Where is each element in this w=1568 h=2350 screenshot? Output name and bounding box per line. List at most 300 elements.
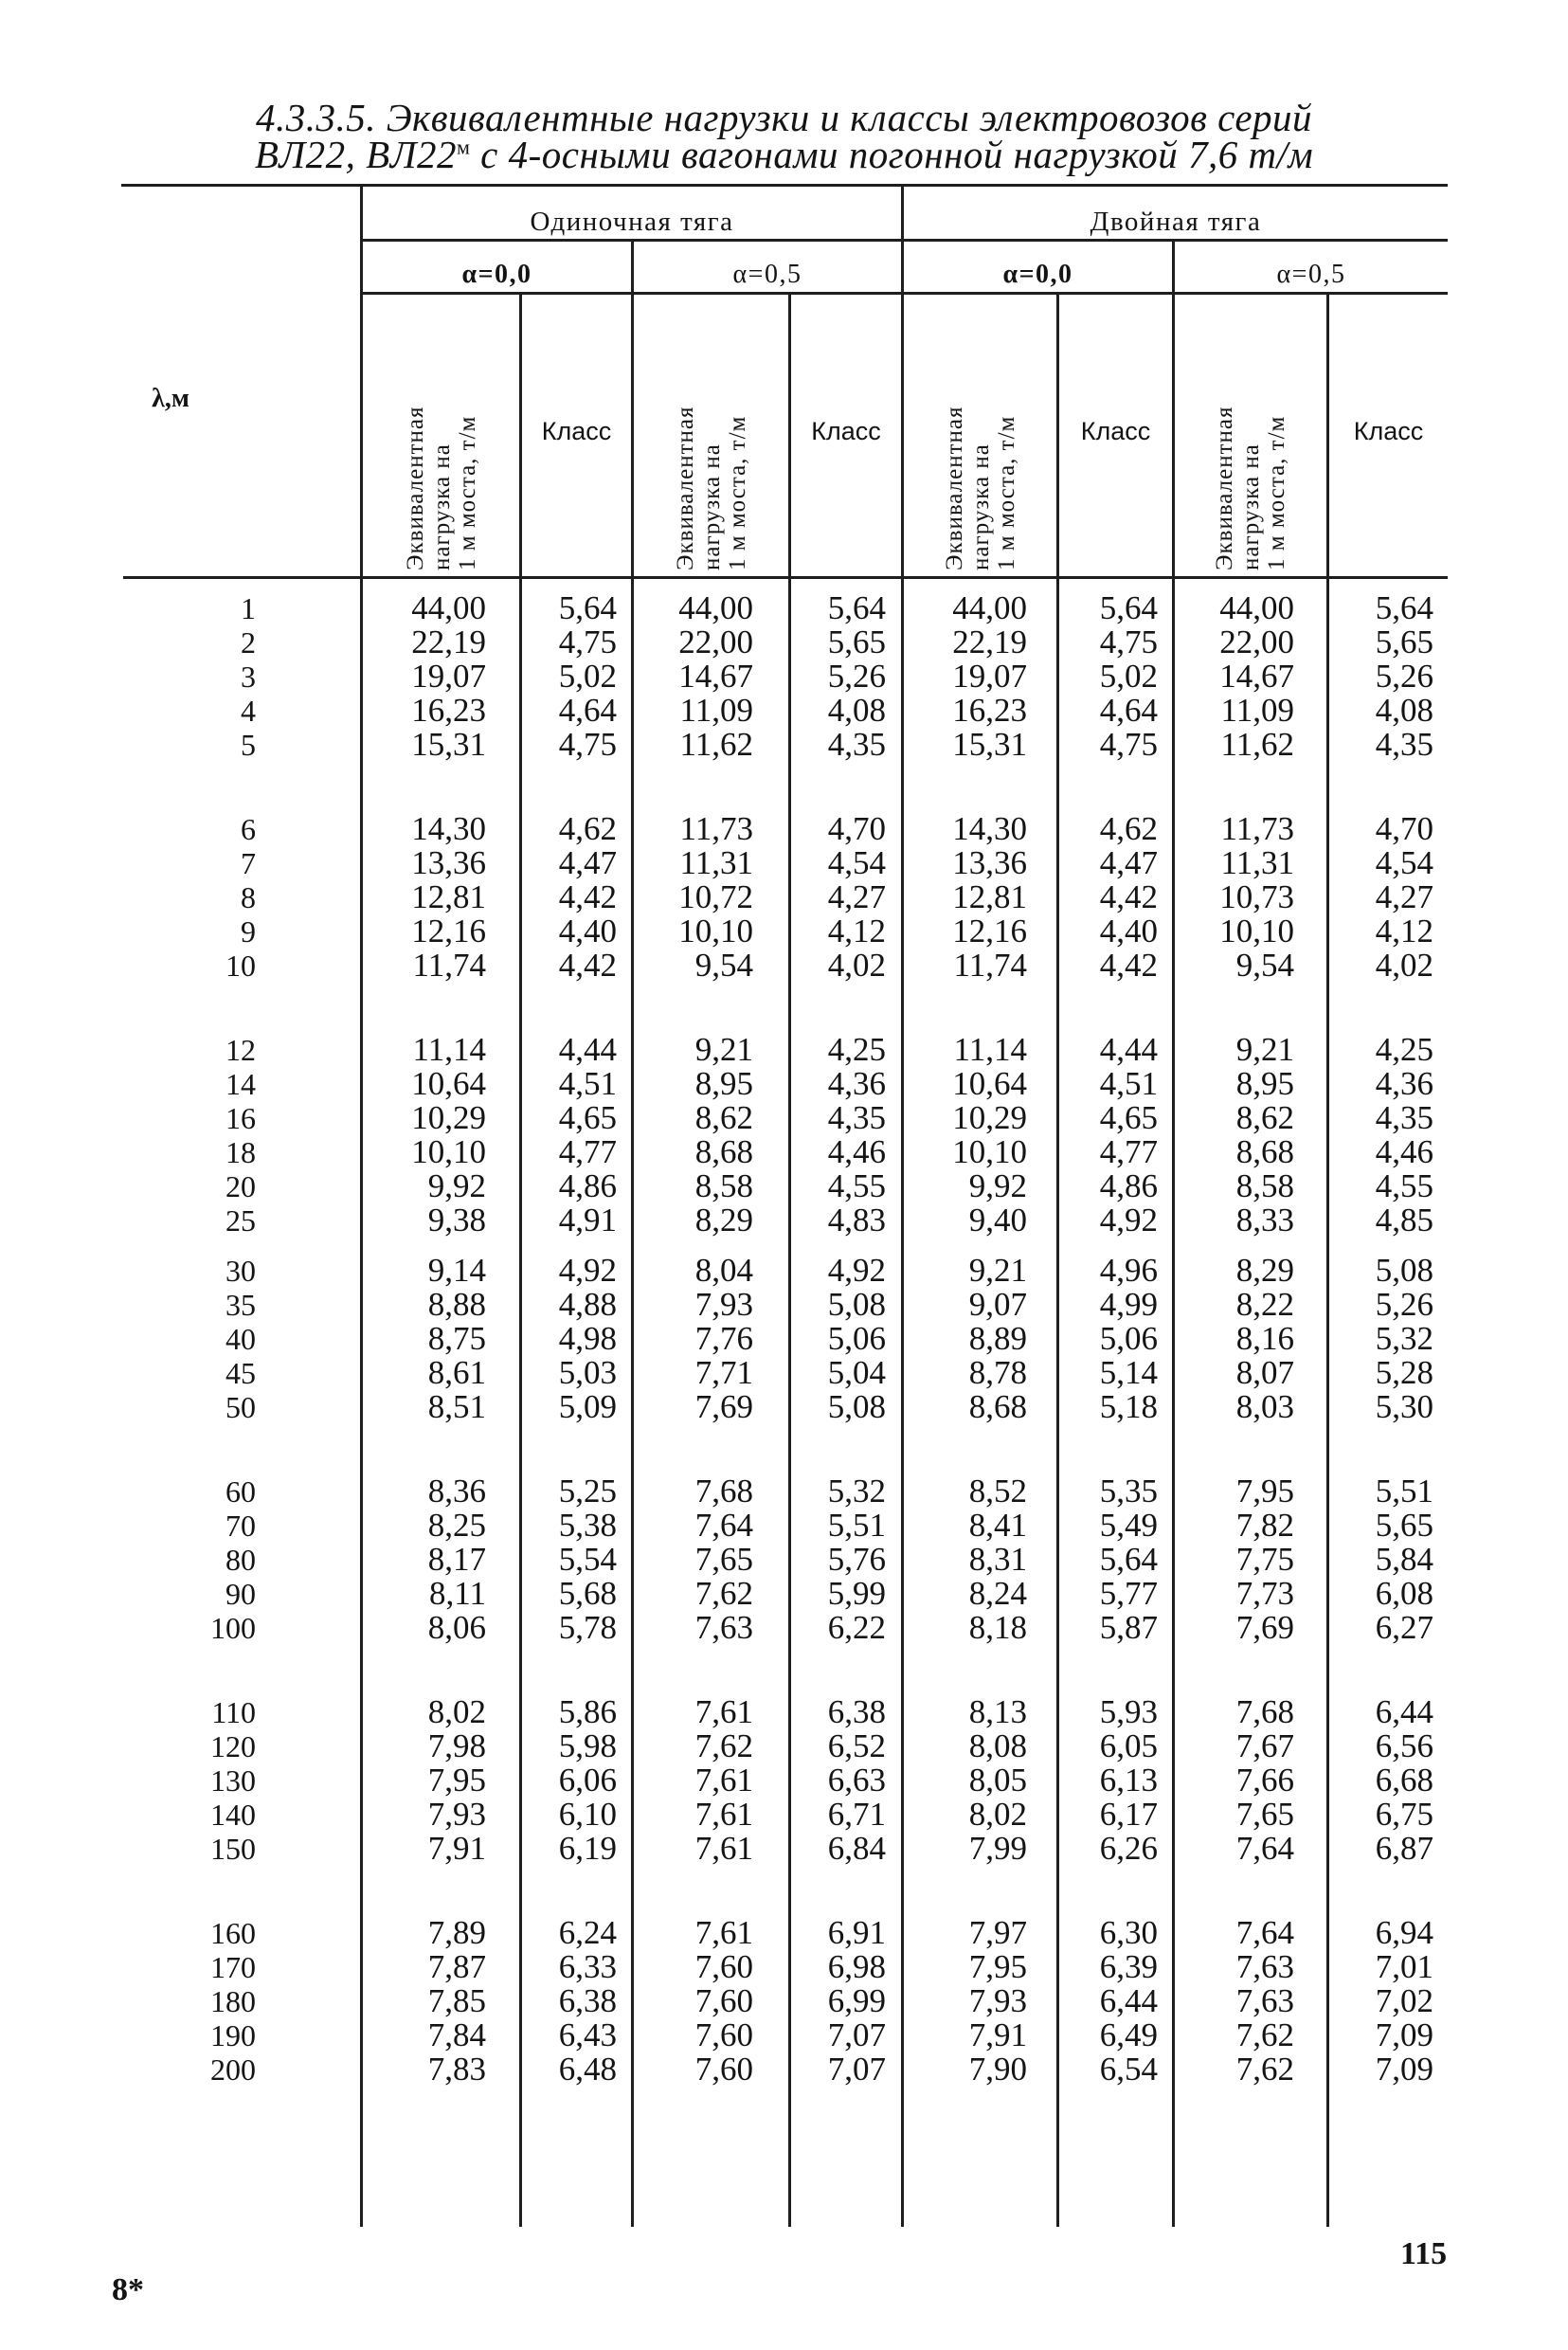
class-cell: 6,91 bbox=[827, 1914, 886, 1951]
class-cell: 4,42 bbox=[1099, 947, 1158, 984]
load-cell: 7,87 bbox=[427, 1948, 486, 1985]
class-cell: 4,44 bbox=[558, 1031, 617, 1068]
class-cell: 6,94 bbox=[1375, 1914, 1433, 1951]
load-cell: 8,22 bbox=[1235, 1286, 1294, 1323]
load-cell: 44,00 bbox=[952, 589, 1027, 626]
top-rule bbox=[121, 184, 1448, 187]
row-group bbox=[791, 1695, 886, 1916]
class-cell: 4,96 bbox=[1099, 1252, 1158, 1289]
load-cell: 8,02 bbox=[427, 1693, 486, 1730]
class-cell: 5,02 bbox=[1099, 658, 1158, 695]
alpha-header-rule bbox=[360, 292, 1448, 295]
load-cell: 8,41 bbox=[968, 1507, 1027, 1544]
row-group bbox=[1059, 1916, 1158, 2137]
load-cell: 9,38 bbox=[427, 1202, 486, 1238]
row-group bbox=[791, 1474, 886, 1695]
row-group bbox=[522, 1254, 617, 1474]
class-cell: 4,75 bbox=[558, 624, 617, 660]
row-group bbox=[1329, 1695, 1433, 1916]
row-group bbox=[1329, 1916, 1433, 2137]
row-group bbox=[363, 1474, 486, 1695]
row-group bbox=[634, 1474, 753, 1695]
class-cell: 6,56 bbox=[1375, 1727, 1433, 1764]
load-cell: 8,04 bbox=[694, 1252, 753, 1289]
class-cell: 4,36 bbox=[1375, 1065, 1433, 1102]
class-cell: 4,27 bbox=[1375, 878, 1433, 915]
class-cell: 4,35 bbox=[1375, 1099, 1433, 1136]
class-cell: 5,35 bbox=[1099, 1473, 1158, 1509]
traction-header-rule bbox=[360, 239, 1448, 242]
load-cell: 11,73 bbox=[679, 810, 753, 847]
row-group bbox=[522, 1916, 617, 2137]
single-a05-class-column bbox=[791, 591, 886, 2137]
load-cell: 7,73 bbox=[1235, 1575, 1294, 1612]
table-title-line1: 4.3.3.5. Эквивалентные нагрузки и классы электровозов серий bbox=[255, 96, 1313, 139]
row-group bbox=[904, 1916, 1027, 2137]
lambda-cell: 8 bbox=[241, 880, 256, 914]
load-cell: 8,95 bbox=[694, 1065, 753, 1102]
row-group bbox=[142, 1695, 256, 1916]
class-cell: 4,88 bbox=[558, 1286, 617, 1323]
class-cell: 4,02 bbox=[827, 947, 886, 984]
double-a05-class-column bbox=[1329, 591, 1433, 2137]
load-cell: 7,60 bbox=[694, 2051, 753, 2088]
lambda-cell: 100 bbox=[210, 1611, 256, 1645]
load-cell: 10,10 bbox=[411, 1133, 486, 1170]
load-cell: 9,14 bbox=[427, 1252, 486, 1289]
row-group bbox=[634, 1695, 753, 1916]
class-cell: 6,13 bbox=[1099, 1762, 1158, 1799]
class-cell: 6,49 bbox=[1099, 2016, 1158, 2053]
load-cell: 9,21 bbox=[694, 1031, 753, 1068]
lambda-cell: 190 bbox=[210, 2018, 256, 2052]
class-cell: 6,26 bbox=[1099, 1830, 1158, 1867]
load-cell: 10,10 bbox=[952, 1133, 1027, 1170]
class-cell: 5,06 bbox=[827, 1320, 886, 1357]
load-cell: 8,51 bbox=[427, 1388, 486, 1425]
class-cell: 6,99 bbox=[827, 1982, 886, 2019]
row-group bbox=[634, 1254, 753, 1474]
row-group bbox=[522, 812, 617, 1033]
class-cell: 6,84 bbox=[827, 1830, 886, 1867]
load-cell: 14,30 bbox=[952, 810, 1027, 847]
class-cell: 5,04 bbox=[827, 1354, 886, 1391]
class-cell: 4,83 bbox=[827, 1202, 886, 1238]
row-group bbox=[1175, 1474, 1294, 1695]
load-cell: 9,92 bbox=[427, 1167, 486, 1204]
row-group bbox=[363, 1916, 486, 2137]
class-cell: 6,22 bbox=[827, 1609, 886, 1646]
double-a05-load-column bbox=[1175, 591, 1294, 2137]
load-cell: 8,16 bbox=[1235, 1320, 1294, 1357]
class-cell: 5,25 bbox=[558, 1473, 617, 1509]
load-cell: 7,89 bbox=[427, 1914, 486, 1951]
class-cell: 5,03 bbox=[558, 1354, 617, 1391]
row-group bbox=[634, 1916, 753, 2137]
class-cell: 4,86 bbox=[558, 1167, 617, 1204]
load-cell: 10,64 bbox=[952, 1065, 1027, 1102]
class-cell: 5,08 bbox=[827, 1286, 886, 1323]
load-cell: 11,31 bbox=[679, 844, 753, 881]
lambda-cell: 2 bbox=[241, 625, 256, 660]
lambda-cell: 180 bbox=[210, 1984, 256, 2018]
load-cell: 8,06 bbox=[427, 1609, 486, 1646]
row-group bbox=[363, 812, 486, 1033]
load-cell: 11,31 bbox=[1220, 844, 1294, 881]
class-cell: 7,02 bbox=[1375, 1982, 1433, 2019]
lambda-cell: 7 bbox=[241, 846, 256, 880]
class-cell: 5,87 bbox=[1099, 1609, 1158, 1646]
lambda-cell: 12 bbox=[225, 1033, 256, 1067]
load-cell: 7,61 bbox=[694, 1693, 753, 1730]
load-cell: 12,81 bbox=[952, 878, 1027, 915]
load-cell: 9,92 bbox=[968, 1167, 1027, 1204]
row-group bbox=[142, 591, 256, 812]
class-cell: 5,28 bbox=[1375, 1354, 1433, 1391]
load-cell: 8,68 bbox=[694, 1133, 753, 1170]
class-cell: 5,54 bbox=[558, 1541, 617, 1578]
load-cell: 8,88 bbox=[427, 1286, 486, 1323]
load-cell: 7,91 bbox=[427, 1830, 486, 1867]
load-cell: 11,14 bbox=[412, 1031, 486, 1068]
class-cell: 5,18 bbox=[1099, 1388, 1158, 1425]
class-cell: 4,70 bbox=[1375, 810, 1433, 847]
header-bottom-rule bbox=[123, 576, 1448, 579]
load-cell: 7,93 bbox=[427, 1796, 486, 1833]
load-cell: 10,10 bbox=[1219, 913, 1294, 949]
class-cell: 4,54 bbox=[1375, 844, 1433, 881]
alpha-00-single: α=0,0 bbox=[461, 260, 532, 289]
class-cell: 4,25 bbox=[1375, 1031, 1433, 1068]
class-cell: 4,46 bbox=[827, 1133, 886, 1170]
double-traction-header: Двойная тяга bbox=[1090, 207, 1262, 237]
lambda-cell: 1 bbox=[241, 591, 256, 625]
lambda-cell: 70 bbox=[225, 1509, 256, 1543]
lambda-cell: 160 bbox=[210, 1916, 256, 1950]
load-cell: 19,07 bbox=[952, 658, 1027, 695]
load-cell: 12,81 bbox=[411, 878, 486, 915]
row-group bbox=[363, 1695, 486, 1916]
load-cell: 9,54 bbox=[1235, 947, 1294, 984]
alpha-05-double: α=0,5 bbox=[1276, 260, 1346, 289]
load-cell: 10,64 bbox=[411, 1065, 486, 1102]
row-group bbox=[522, 591, 617, 812]
lambda-cell: 110 bbox=[211, 1695, 256, 1729]
load-cell: 8,62 bbox=[1235, 1099, 1294, 1136]
load-cell: 8,52 bbox=[968, 1473, 1027, 1509]
lambda-cell: 140 bbox=[210, 1798, 256, 1832]
row-group bbox=[904, 1474, 1027, 1695]
load-cell: 8,25 bbox=[427, 1507, 486, 1544]
class-cell: 5,51 bbox=[1375, 1473, 1433, 1509]
load-cell: 8,89 bbox=[968, 1320, 1027, 1357]
load-cell: 8,02 bbox=[968, 1796, 1027, 1833]
load-cell: 7,61 bbox=[694, 1796, 753, 1833]
load-cell: 8,31 bbox=[968, 1541, 1027, 1578]
row-group bbox=[904, 1695, 1027, 1916]
class-cell: 4,42 bbox=[558, 947, 617, 984]
class-cell: 5,26 bbox=[1375, 1286, 1433, 1323]
alpha-05-single: α=0,5 bbox=[732, 260, 802, 289]
class-cell: 6,87 bbox=[1375, 1830, 1433, 1867]
load-cell: 11,62 bbox=[679, 726, 753, 763]
class-cell: 4,47 bbox=[1099, 844, 1158, 881]
load-cell: 8,05 bbox=[968, 1762, 1027, 1799]
load-cell: 8,17 bbox=[427, 1541, 486, 1578]
class-cell: 4,51 bbox=[1099, 1065, 1158, 1102]
class-cell: 6,10 bbox=[558, 1796, 617, 1833]
lambda-cell: 200 bbox=[210, 2052, 256, 2087]
load-cell: 44,00 bbox=[411, 589, 486, 626]
load-cell: 8,61 bbox=[427, 1354, 486, 1391]
load-cell: 7,62 bbox=[1235, 2016, 1294, 2053]
class-cell: 4,77 bbox=[558, 1133, 617, 1170]
class-cell: 6,19 bbox=[558, 1830, 617, 1867]
load-cell: 11,73 bbox=[1220, 810, 1294, 847]
load-cell: 7,66 bbox=[1235, 1762, 1294, 1799]
load-cell: 10,29 bbox=[952, 1099, 1027, 1136]
row-group bbox=[1329, 812, 1433, 1033]
load-cell: 7,63 bbox=[1235, 1982, 1294, 2019]
load-cell: 7,64 bbox=[1235, 1914, 1294, 1951]
class-cell: 5,77 bbox=[1099, 1575, 1158, 1612]
class-cell: 4,25 bbox=[827, 1031, 886, 1068]
single-a00-load-column bbox=[363, 591, 486, 2137]
row-group bbox=[1329, 1474, 1433, 1695]
load-cell: 8,75 bbox=[427, 1320, 486, 1357]
class-cell: 5,32 bbox=[1375, 1320, 1433, 1357]
class-cell: 5,64 bbox=[558, 589, 617, 626]
class-cell: 6,68 bbox=[1375, 1762, 1433, 1799]
load-cell: 7,62 bbox=[1235, 2051, 1294, 2088]
class-cell: 7,07 bbox=[827, 2051, 886, 2088]
eq-load-header-2: Эквивалентная нагрузка на 1 м моста, т/м bbox=[672, 406, 750, 570]
row-group bbox=[1175, 1916, 1294, 2137]
lambda-cell: 120 bbox=[210, 1729, 256, 1763]
load-cell: 7,60 bbox=[694, 1982, 753, 2019]
class-cell: 6,44 bbox=[1375, 1693, 1433, 1730]
load-cell: 44,00 bbox=[1219, 589, 1294, 626]
class-cell: 5,98 bbox=[558, 1727, 617, 1764]
class-cell: 6,75 bbox=[1375, 1796, 1433, 1833]
row-group bbox=[634, 812, 753, 1033]
load-cell: 7,83 bbox=[427, 2051, 486, 2088]
class-cell: 6,33 bbox=[558, 1948, 617, 1985]
class-cell: 5,86 bbox=[558, 1693, 617, 1730]
load-cell: 7,61 bbox=[694, 1914, 753, 1951]
lambda-cell: 35 bbox=[225, 1288, 256, 1322]
eq-load-header-4: Эквивалентная нагрузка на 1 м моста, т/м bbox=[1211, 406, 1289, 570]
class-cell: 6,63 bbox=[827, 1762, 886, 1799]
double-a00-class-column bbox=[1059, 591, 1158, 2137]
load-cell: 7,68 bbox=[694, 1473, 753, 1509]
class-cell: 4,54 bbox=[827, 844, 886, 881]
class-cell: 5,99 bbox=[827, 1575, 886, 1612]
class-cell: 6,05 bbox=[1099, 1727, 1158, 1764]
class-cell: 6,98 bbox=[827, 1948, 886, 1985]
row-group bbox=[1175, 1033, 1294, 1254]
lambda-cell: 9 bbox=[241, 914, 256, 949]
load-cell: 11,74 bbox=[412, 947, 486, 984]
row-group bbox=[363, 591, 486, 812]
class-cell: 5,64 bbox=[827, 589, 886, 626]
row-group bbox=[1059, 1474, 1158, 1695]
lambda-cell: 25 bbox=[225, 1203, 256, 1238]
class-cell: 5,38 bbox=[558, 1507, 617, 1544]
class-cell: 5,26 bbox=[827, 658, 886, 695]
lambda-cell: 6 bbox=[241, 812, 256, 846]
class-cell: 6,43 bbox=[558, 2016, 617, 2053]
class-cell: 4,51 bbox=[558, 1065, 617, 1102]
lambda-cell: 3 bbox=[241, 660, 256, 694]
row-group bbox=[904, 812, 1027, 1033]
load-cell: 7,65 bbox=[694, 1541, 753, 1578]
load-cell: 14,67 bbox=[1219, 658, 1294, 695]
lambda-cell: 4 bbox=[241, 694, 256, 728]
load-cell: 11,62 bbox=[1220, 726, 1294, 763]
load-cell: 7,60 bbox=[694, 2016, 753, 2053]
load-cell: 8,62 bbox=[694, 1099, 753, 1136]
load-cell: 7,75 bbox=[1235, 1541, 1294, 1578]
load-cell: 14,30 bbox=[411, 810, 486, 847]
eq-load-header-3: Эквивалентная нагрузка на 1 м моста, т/м bbox=[941, 406, 1019, 570]
load-cell: 7,67 bbox=[1235, 1727, 1294, 1764]
class-cell: 4,64 bbox=[1099, 692, 1158, 729]
load-cell: 22,19 bbox=[411, 624, 486, 660]
class-cell: 5,32 bbox=[827, 1473, 886, 1509]
load-cell: 7,62 bbox=[694, 1575, 753, 1612]
class-cell: 4,75 bbox=[1099, 726, 1158, 763]
class-cell: 4,35 bbox=[827, 726, 886, 763]
load-cell: 9,21 bbox=[968, 1252, 1027, 1289]
class-header-1: Класс bbox=[541, 417, 612, 445]
class-cell: 5,68 bbox=[558, 1575, 617, 1612]
row-group bbox=[142, 1254, 256, 1474]
load-cell: 7,61 bbox=[694, 1830, 753, 1867]
row-group bbox=[791, 1916, 886, 2137]
load-cell: 8,95 bbox=[1235, 1065, 1294, 1102]
row-group bbox=[522, 1474, 617, 1695]
load-cell: 15,31 bbox=[411, 726, 486, 763]
load-cell: 8,18 bbox=[968, 1609, 1027, 1646]
row-group bbox=[1329, 591, 1433, 812]
eq-load-header-1: Эквивалентная нагрузка на 1 м моста, т/м bbox=[402, 406, 480, 570]
load-cell: 8,08 bbox=[968, 1727, 1027, 1764]
lambda-cell: 130 bbox=[210, 1763, 256, 1798]
class-cell: 4,08 bbox=[1375, 692, 1433, 729]
load-cell: 7,62 bbox=[694, 1727, 753, 1764]
load-cell: 8,36 bbox=[427, 1473, 486, 1509]
class-cell: 6,27 bbox=[1375, 1609, 1433, 1646]
row-group bbox=[1059, 1033, 1158, 1254]
load-cell: 7,63 bbox=[694, 1609, 753, 1646]
row-group bbox=[791, 1254, 886, 1474]
row-group bbox=[1175, 1695, 1294, 1916]
single-a00-class-column bbox=[522, 591, 617, 2137]
class-cell: 4,55 bbox=[827, 1167, 886, 1204]
class-cell: 5,64 bbox=[1375, 589, 1433, 626]
class-cell: 4,65 bbox=[558, 1099, 617, 1136]
class-cell: 4,77 bbox=[1099, 1133, 1158, 1170]
load-cell: 7,64 bbox=[694, 1507, 753, 1544]
load-cell: 7,99 bbox=[968, 1830, 1027, 1867]
load-cell: 15,31 bbox=[952, 726, 1027, 763]
load-cell: 8,24 bbox=[968, 1575, 1027, 1612]
lambda-cell: 16 bbox=[225, 1101, 256, 1135]
load-cell: 10,10 bbox=[678, 913, 753, 949]
class-cell: 5,65 bbox=[827, 624, 886, 660]
load-cell: 8,58 bbox=[694, 1167, 753, 1204]
class-cell: 5,64 bbox=[1099, 1541, 1158, 1578]
load-cell: 8,13 bbox=[968, 1693, 1027, 1730]
row-group bbox=[363, 1033, 486, 1254]
lambda-cell: 60 bbox=[225, 1474, 256, 1509]
class-cell: 5,76 bbox=[827, 1541, 886, 1578]
alpha-00-double: α=0,0 bbox=[1002, 260, 1073, 289]
load-cell: 8,07 bbox=[1235, 1354, 1294, 1391]
load-cell: 7,93 bbox=[968, 1982, 1027, 2019]
class-cell: 4,12 bbox=[827, 913, 886, 949]
lambda-cell: 80 bbox=[225, 1543, 256, 1577]
row-group bbox=[1175, 1254, 1294, 1474]
page-number: 115 bbox=[1400, 2236, 1448, 2271]
class-cell: 5,84 bbox=[1375, 1541, 1433, 1578]
row-group bbox=[791, 812, 886, 1033]
row-group bbox=[904, 1033, 1027, 1254]
load-cell: 22,00 bbox=[678, 624, 753, 660]
class-cell: 5,49 bbox=[1099, 1507, 1158, 1544]
class-cell: 4,12 bbox=[1375, 913, 1433, 949]
class-header-3: Класс bbox=[1080, 417, 1151, 445]
class-cell: 6,48 bbox=[558, 2051, 617, 2088]
class-cell: 6,71 bbox=[827, 1796, 886, 1833]
class-cell: 4,98 bbox=[558, 1320, 617, 1357]
load-cell: 14,67 bbox=[678, 658, 753, 695]
class-cell: 6,06 bbox=[558, 1762, 617, 1799]
row-group bbox=[1175, 812, 1294, 1033]
load-cell: 7,68 bbox=[1235, 1693, 1294, 1730]
table-title-line2: ВЛ22, $ВЛ22^м$ с 4-осными вагонами погонной нагрузкой 7,6 т/м bbox=[254, 133, 1314, 176]
load-cell: 8,78 bbox=[968, 1354, 1027, 1391]
load-cell: 9,21 bbox=[1235, 1031, 1294, 1068]
load-cell: 8,68 bbox=[1235, 1133, 1294, 1170]
class-cell: 4,91 bbox=[558, 1202, 617, 1238]
row-group bbox=[363, 1254, 486, 1474]
class-cell: 4,62 bbox=[1099, 810, 1158, 847]
class-cell: 4,35 bbox=[1375, 726, 1433, 763]
load-cell: 7,82 bbox=[1235, 1507, 1294, 1544]
row-group bbox=[1329, 1033, 1433, 1254]
row-group bbox=[522, 1695, 617, 1916]
lambda-cell: 50 bbox=[225, 1390, 256, 1424]
class-cell: 5,51 bbox=[827, 1507, 886, 1544]
class-cell: 4,35 bbox=[827, 1099, 886, 1136]
lambda-cell: 90 bbox=[225, 1577, 256, 1611]
load-cell: 8,33 bbox=[1235, 1202, 1294, 1238]
single-a05-load-column bbox=[634, 591, 753, 2137]
load-cell: 8,68 bbox=[968, 1388, 1027, 1425]
class-cell: 4,27 bbox=[827, 878, 886, 915]
class-cell: 6,17 bbox=[1099, 1796, 1158, 1833]
class-cell: 5,65 bbox=[1375, 1507, 1433, 1544]
row-group bbox=[1059, 812, 1158, 1033]
load-cell: 7,91 bbox=[968, 2016, 1027, 2053]
class-cell: 4,86 bbox=[1099, 1167, 1158, 1204]
load-cell: 13,36 bbox=[952, 844, 1027, 881]
load-cell: 7,95 bbox=[1235, 1473, 1294, 1509]
load-cell: 7,63 bbox=[1235, 1948, 1294, 1985]
load-cell: 22,19 bbox=[952, 624, 1027, 660]
